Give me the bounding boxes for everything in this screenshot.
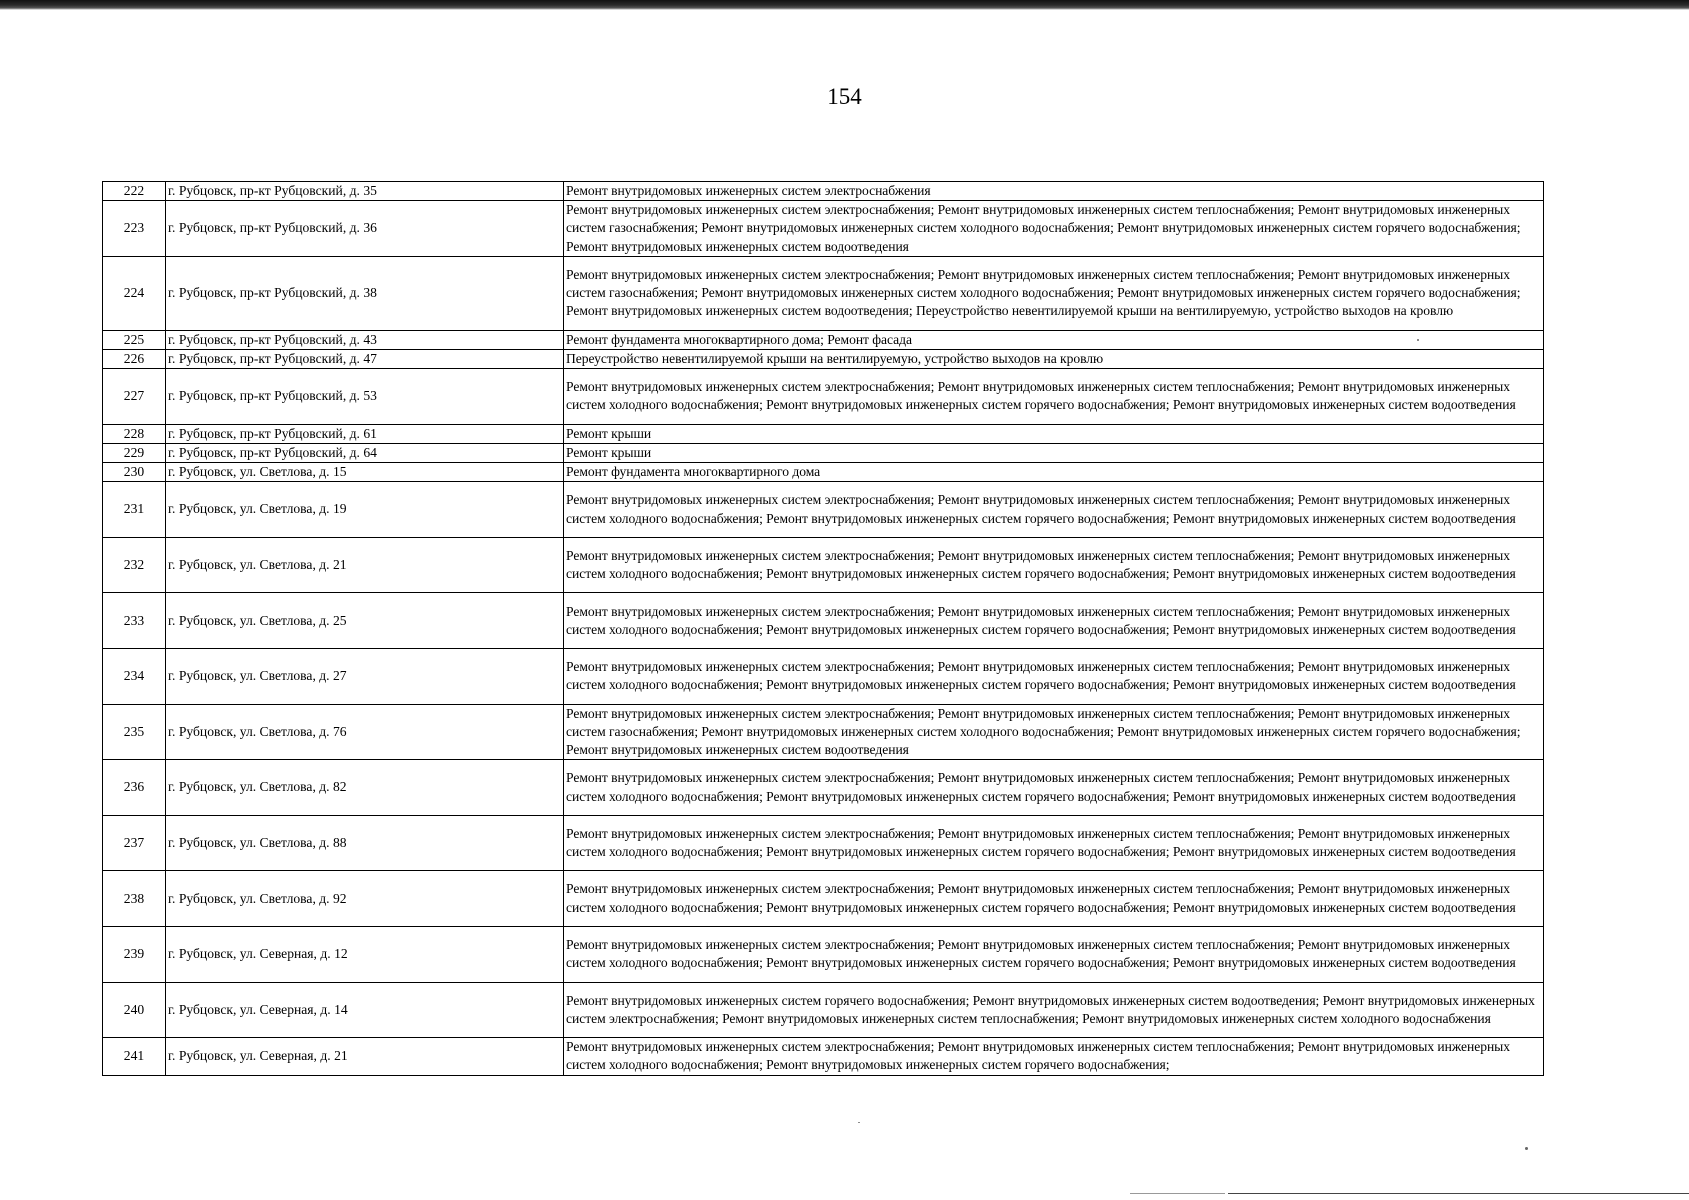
row-address: г. Рубцовск, пр-кт Рубцовский, д. 43 xyxy=(166,330,564,349)
row-number: 237 xyxy=(103,815,166,871)
table-row xyxy=(103,256,1544,330)
row-number: 233 xyxy=(103,593,166,649)
row-address: г. Рубцовск, ул. Светлова, д. 21 xyxy=(166,537,564,593)
row-works: Ремонт фундамента многоквартирного дома xyxy=(564,463,1544,482)
row-address: г. Рубцовск, пр-кт Рубцовский, д. 53 xyxy=(166,369,564,425)
table-body xyxy=(103,182,1544,1076)
table-row xyxy=(103,482,1544,538)
row-number: 230 xyxy=(103,463,166,482)
row-works: Ремонт внутридомовых инженерных систем электроснабжения; Ремонт внутридомовых инженерных систем теплоснабжения; Ремонт внутридомовых инженерных систем холодного водоснабжения; Ремонт внутридомовых инженерных систем горячего водоснабжения; Ремонт внутридомовых инженерных систем водоотведения xyxy=(564,649,1544,705)
row-address: г. Рубцовск, пр-кт Рубцовский, д. 36 xyxy=(166,201,564,257)
row-works: Ремонт внутридомовых инженерных систем электроснабжения; Ремонт внутридомовых инженерных систем теплоснабжения; Ремонт внутридомовых инженерных систем холодного водоснабжения; Ремонт внутридомовых инженерных систем горячего водоснабжения; Ремонт внутридомовых инженерных систем водоотведения xyxy=(564,369,1544,425)
row-address: г. Рубцовск, пр-кт Рубцовский, д. 61 xyxy=(166,424,564,443)
row-address: г. Рубцовск, пр-кт Рубцовский, д. 35 xyxy=(166,182,564,201)
row-number: 235 xyxy=(103,704,166,760)
row-number: 238 xyxy=(103,871,166,927)
table-row xyxy=(103,182,1544,201)
row-number: 228 xyxy=(103,424,166,443)
row-number: 223 xyxy=(103,201,166,257)
table-row xyxy=(103,463,1544,482)
table-row xyxy=(103,704,1544,760)
row-number: 236 xyxy=(103,760,166,816)
row-works: Переустройство невентилируемой крыши на вентилируемую, устройство выходов на кровлю xyxy=(564,349,1544,368)
row-number: 239 xyxy=(103,926,166,982)
row-works: Ремонт внутридомовых инженерных систем электроснабжения; Ремонт внутридомовых инженерных систем теплоснабжения; Ремонт внутридомовых инженерных систем газоснабжения; Ремонт внутридомовых инженерных систем холодного водоснабжения; Ремонт внутридомовых инженерных систем горячего водоснабжения; Ремонт внутридомовых инженерных систем водоотведения xyxy=(564,704,1544,760)
row-works: Ремонт внутридомовых инженерных систем электроснабжения; Ремонт внутридомовых инженерных систем теплоснабжения; Ремонт внутридомовых инженерных систем холодного водоснабжения; Ремонт внутридомовых инженерных систем горячего водоснабжения; Ремонт внутридомовых инженерных систем водоотведения xyxy=(564,871,1544,927)
table-row xyxy=(103,926,1544,982)
repair-register-table xyxy=(102,181,1544,1076)
row-works: Ремонт внутридомовых инженерных систем электроснабжения; Ремонт внутридомовых инженерных систем теплоснабжения; Ремонт внутридомовых инженерных систем холодного водоснабжения; Ремонт внутридомовых инженерных систем горячего водоснабжения; Ремонт внутридомовых инженерных систем водоотведения xyxy=(564,537,1544,593)
scan-speck xyxy=(1525,1147,1528,1150)
row-address: г. Рубцовск, ул. Северная, д. 14 xyxy=(166,982,564,1038)
row-number: 240 xyxy=(103,982,166,1038)
row-number: 227 xyxy=(103,369,166,425)
row-number: 225 xyxy=(103,330,166,349)
row-works: Ремонт внутридомовых инженерных систем электроснабжения xyxy=(564,182,1544,201)
row-number: 222 xyxy=(103,182,166,201)
row-address: г. Рубцовск, ул. Светлова, д. 19 xyxy=(166,482,564,538)
row-works: Ремонт фундамента многоквартирного дома; Ремонт фасада xyxy=(564,330,1544,349)
table-row xyxy=(103,982,1544,1038)
table-row xyxy=(103,760,1544,816)
table-row xyxy=(103,871,1544,927)
table-row xyxy=(103,649,1544,705)
scan-bottom-line xyxy=(1228,1193,1689,1194)
row-works: Ремонт крыши xyxy=(564,443,1544,462)
row-works: Ремонт внутридомовых инженерных систем электроснабжения; Ремонт внутридомовых инженерных систем теплоснабжения; Ремонт внутридомовых инженерных систем газоснабжения; Ремонт внутридомовых инженерных систем холодного водоснабжения; Ремонт внутридомовых инженерных систем горячего водоснабжения; Ремонт внутридомовых инженерных систем водоотведения; Переустройство невентилируемой крыши на вентилируемую, устройство выходов на кровлю xyxy=(564,256,1544,330)
row-address: г. Рубцовск, ул. Светлова, д. 15 xyxy=(166,463,564,482)
table-row xyxy=(103,593,1544,649)
row-number: 234 xyxy=(103,649,166,705)
row-works: Ремонт внутридомовых инженерных систем электроснабжения; Ремонт внутридомовых инженерных систем теплоснабжения; Ремонт внутридомовых инженерных систем холодного водоснабжения; Ремонт внутридомовых инженерных систем горячего водоснабжения; xyxy=(564,1038,1544,1075)
row-address: г. Рубцовск, пр-кт Рубцовский, д. 64 xyxy=(166,443,564,462)
row-works: Ремонт внутридомовых инженерных систем электроснабжения; Ремонт внутридомовых инженерных систем теплоснабжения; Ремонт внутридомовых инженерных систем холодного водоснабжения; Ремонт внутридомовых инженерных систем горячего водоснабжения; Ремонт внутридомовых инженерных систем водоотведения xyxy=(564,815,1544,871)
scan-speck xyxy=(1417,339,1419,341)
row-address: г. Рубцовск, ул. Светлова, д. 92 xyxy=(166,871,564,927)
row-number: 241 xyxy=(103,1038,166,1075)
row-works: Ремонт внутридомовых инженерных систем электроснабжения; Ремонт внутридомовых инженерных систем теплоснабжения; Ремонт внутридомовых инженерных систем холодного водоснабжения; Ремонт внутридомовых инженерных систем горячего водоснабжения; Ремонт внутридомовых инженерных систем водоотведения xyxy=(564,482,1544,538)
table-row xyxy=(103,201,1544,257)
row-number: 226 xyxy=(103,349,166,368)
table-row xyxy=(103,369,1544,425)
table-row xyxy=(103,1038,1544,1075)
row-works: Ремонт внутридомовых инженерных систем электроснабжения; Ремонт внутридомовых инженерных систем теплоснабжения; Ремонт внутридомовых инженерных систем холодного водоснабжения; Ремонт внутридомовых инженерных систем горячего водоснабжения; Ремонт внутридомовых инженерных систем водоотведения xyxy=(564,593,1544,649)
table-row xyxy=(103,349,1544,368)
row-number: 232 xyxy=(103,537,166,593)
page-number: 154 xyxy=(827,84,862,109)
row-works: Ремонт внутридомовых инженерных систем электроснабжения; Ремонт внутридомовых инженерных систем теплоснабжения; Ремонт внутридомовых инженерных систем холодного водоснабжения; Ремонт внутридомовых инженерных систем горячего водоснабжения; Ремонт внутридомовых инженерных систем водоотведения xyxy=(564,760,1544,816)
row-address: г. Рубцовск, ул. Светлова, д. 25 xyxy=(166,593,564,649)
row-number: 231 xyxy=(103,482,166,538)
table-row xyxy=(103,330,1544,349)
row-address: г. Рубцовск, ул. Северная, д. 12 xyxy=(166,926,564,982)
row-address: г. Рубцовск, ул. Светлова, д. 82 xyxy=(166,760,564,816)
row-address: г. Рубцовск, пр-кт Рубцовский, д. 38 xyxy=(166,256,564,330)
row-works: Ремонт внутридомовых инженерных систем горячего водоснабжения; Ремонт внутридомовых инженерных систем водоотведения; Ремонт внутридомовых инженерных систем электроснабжения; Ремонт внутридомовых инженерных систем теплоснабжения; Ремонт внутридомовых инженерных систем холодного водоснабжения xyxy=(564,982,1544,1038)
scan-bottom-mark xyxy=(1130,1193,1225,1194)
row-address: г. Рубцовск, ул. Светлова, д. 27 xyxy=(166,649,564,705)
row-address: г. Рубцовск, ул. Светлова, д. 88 xyxy=(166,815,564,871)
row-address: г. Рубцовск, ул. Светлова, д. 76 xyxy=(166,704,564,760)
table-row xyxy=(103,424,1544,443)
table-row xyxy=(103,537,1544,593)
scan-speck xyxy=(858,1122,860,1123)
row-address: г. Рубцовск, пр-кт Рубцовский, д. 47 xyxy=(166,349,564,368)
row-works: Ремонт внутридомовых инженерных систем электроснабжения; Ремонт внутридомовых инженерных систем теплоснабжения; Ремонт внутридомовых инженерных систем газоснабжения; Ремонт внутридомовых инженерных систем холодного водоснабжения; Ремонт внутридомовых инженерных систем горячего водоснабжения; Ремонт внутридомовых инженерных систем водоотведения xyxy=(564,201,1544,257)
row-works: Ремонт крыши xyxy=(564,424,1544,443)
table-row xyxy=(103,443,1544,462)
table-row xyxy=(103,815,1544,871)
row-address: г. Рубцовск, ул. Северная, д. 21 xyxy=(166,1038,564,1075)
row-number: 224 xyxy=(103,256,166,330)
scan-edge-shadow xyxy=(0,0,1689,10)
row-works: Ремонт внутридомовых инженерных систем электроснабжения; Ремонт внутридомовых инженерных систем теплоснабжения; Ремонт внутридомовых инженерных систем холодного водоснабжения; Ремонт внутридомовых инженерных систем горячего водоснабжения; Ремонт внутридомовых инженерных систем водоотведения xyxy=(564,926,1544,982)
row-number: 229 xyxy=(103,443,166,462)
